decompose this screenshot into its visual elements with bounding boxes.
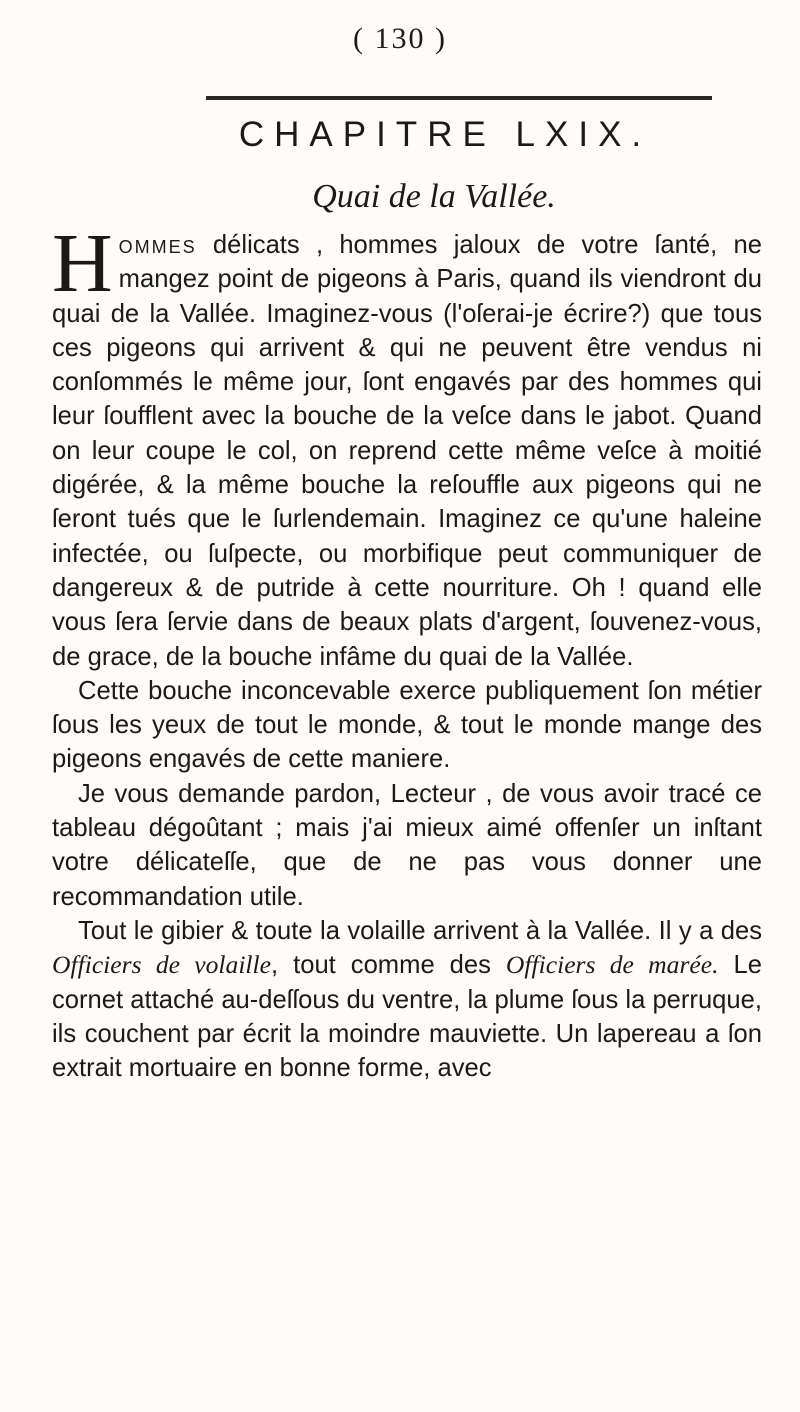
paragraph-text: Cette bouche inconcevable exerce publiquement ſon métier ſous les yeux de tout le monde, & tout le monde mange des pigeons engavés de cette maniere.: [52, 676, 762, 774]
paragraph-text: , tout comme des: [271, 951, 506, 980]
paragraph-3: [52, 777, 762, 914]
drop-cap: H: [52, 217, 113, 310]
page-number: ( 130 ): [353, 22, 447, 55]
paragraph-text: Tout le gibier & toute la volaille arrivent à la Vallée. Il y a des: [78, 916, 762, 945]
paragraph-4: [52, 914, 762, 1085]
italic-term: Officiers de marée.: [505, 950, 719, 980]
chapter-subtitle: Quai de la Vallée.: [312, 178, 556, 215]
chapter-title: CHAPITRE LXIX.: [238, 115, 652, 154]
paragraph-text: Le cornet attaché au-deſſous du ventre, la plume ſous la perruque, ils couchent par écrit la moindre mauviette. Un lapereau a ſon extrait mortuaire en bonne forme, avec: [52, 951, 762, 1083]
paragraph-lead: ommes: [118, 231, 197, 259]
italic-term: Officiers de volaille: [52, 950, 272, 980]
paragraph-text: Je vous demande pardon, Lecteur , de vous avoir tracé ce tableau dégoûtant ; mais j'ai mieux aimé offenſer un inſtant votre délicateſſe, que de ne pas vous donner une recommandation utile.: [52, 779, 762, 911]
paragraph-1: [52, 217, 762, 674]
body-text: [52, 217, 762, 1085]
paragraph-text: délicats , hommes jaloux de votre ſanté, ne mangez point de pigeons à Paris, quand ils viendront du quai de la Vallée. Imaginez-vous (l'oſerai-je écrire?) que tous ces pigeons qui arrivent & qui ne peuvent être vendus ni conſommés le même jour, ſont engavés par des hommes qui leur ſoufflent avec la bouche de la veſce dans le jabot. Quand on leur coupe le col, on reprend cette même veſce à moitié digérée, & la même bouche la reſouffle aux pigeons qui ne ſeront tués que le ſurlendemain. Imaginez ce qu'une haleine infectée, ou ſuſpecte, ou morbifique peut communiquer de dangereux & de putride à cette nourriture. Oh ! quand elle vous ſera ſervie dans de beaux plats d'argent, ſouvenez-vous, de grace, de la bouche infâme du quai de la Vallée.: [52, 231, 762, 671]
paragraph-2: [52, 674, 762, 777]
header-rule: [206, 96, 712, 100]
